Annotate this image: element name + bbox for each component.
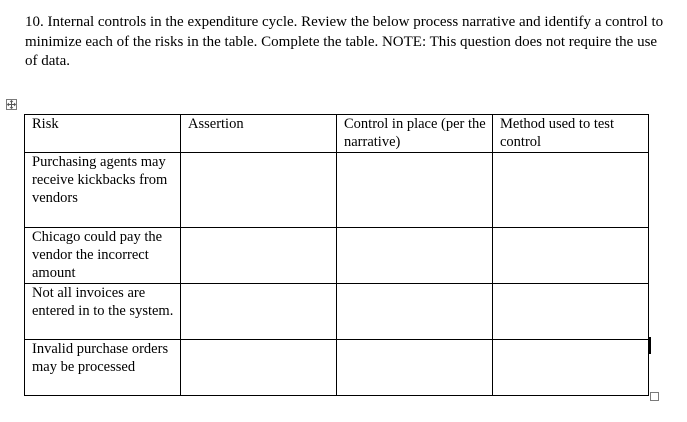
control-cell[interactable] — [337, 152, 493, 227]
text-cursor — [649, 337, 651, 354]
control-cell[interactable] — [337, 227, 493, 283]
header-risk[interactable]: Risk — [25, 115, 181, 153]
risk-table — [24, 114, 649, 396]
assertion-cell[interactable] — [181, 339, 337, 395]
table-header-row — [25, 115, 649, 153]
method-cell[interactable] — [493, 283, 649, 339]
assertion-cell[interactable] — [181, 227, 337, 283]
table-row — [25, 227, 649, 283]
table-move-handle-icon[interactable] — [6, 99, 17, 110]
header-method[interactable]: Method used to test control — [493, 115, 649, 153]
control-cell[interactable] — [337, 339, 493, 395]
assertion-cell[interactable] — [181, 152, 337, 227]
table-row — [25, 339, 649, 395]
method-cell[interactable] — [493, 152, 649, 227]
assertion-cell[interactable] — [181, 283, 337, 339]
risk-cell[interactable]: Invalid purchase orders may be processed — [25, 339, 181, 395]
control-cell[interactable] — [337, 283, 493, 339]
header-control[interactable]: Control in place (per the narrative) — [337, 115, 493, 153]
table-row — [25, 152, 649, 227]
method-cell[interactable] — [493, 227, 649, 283]
question-text: 10. Internal controls in the expenditure cycle. Review the below process narrative and identify a control to minimize each of the risks in the table. Complete the table. NOTE: This question does not require the use of data. — [25, 14, 664, 69]
table-resize-handle-icon[interactable] — [650, 392, 659, 401]
risk-cell[interactable]: Chicago could pay the vendor the incorrect amount — [25, 227, 181, 283]
table-row — [25, 283, 649, 339]
risk-cell[interactable]: Purchasing agents may receive kickbacks from vendors — [25, 152, 181, 227]
risk-cell[interactable]: Not all invoices are entered in to the system. — [25, 283, 181, 339]
header-assertion[interactable]: Assertion — [181, 115, 337, 153]
method-cell[interactable] — [493, 339, 649, 395]
